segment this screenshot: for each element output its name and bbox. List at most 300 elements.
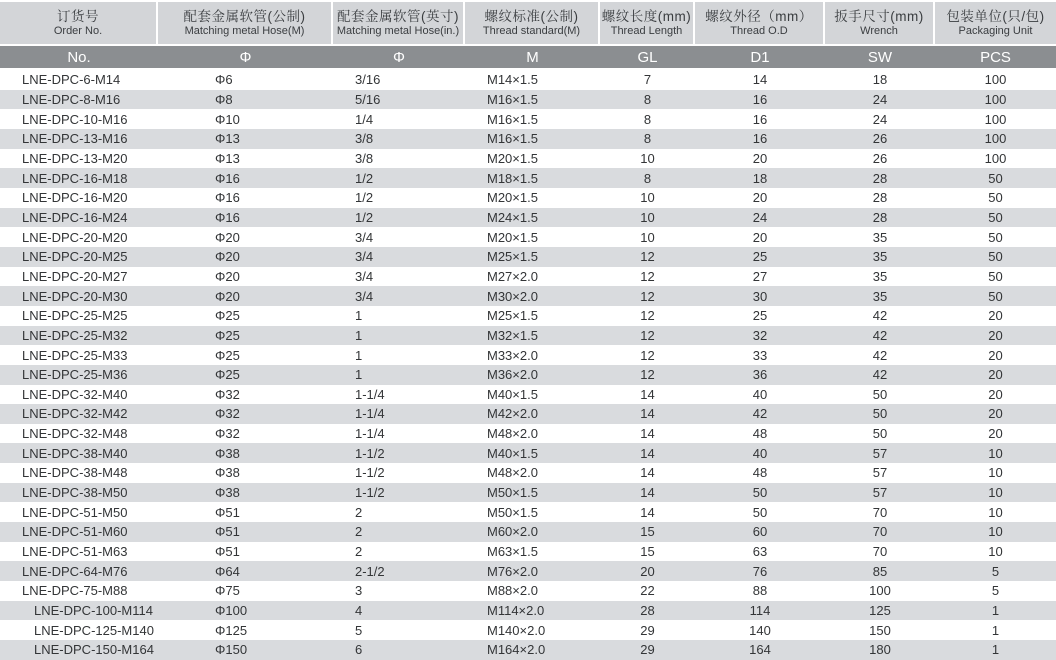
order-no-cell: LNE-DPC-25-M25: [22, 308, 128, 324]
order-no-cell: LNE-DPC-25-M36: [22, 367, 128, 383]
value-cell: Φ20: [215, 249, 240, 265]
value-cell: 14: [640, 426, 655, 442]
value-cell: 5: [355, 622, 363, 638]
value-cell: Φ38: [215, 485, 240, 501]
value-cell: 28: [640, 603, 655, 619]
order-no-cell: LNE-DPC-150-M164: [34, 642, 154, 658]
column-header-zh: 扳手尺寸(mm): [834, 9, 924, 24]
value-cell: M140×2.0: [487, 622, 546, 638]
value-cell: 22: [640, 583, 655, 599]
value-cell: 35: [872, 249, 888, 265]
value-cell: 14: [752, 72, 768, 88]
column-header-1: [158, 0, 333, 46]
value-cell: 16: [752, 91, 768, 107]
value-cell: 50: [988, 170, 1003, 186]
table-row: [0, 227, 1056, 247]
order-no-cell: LNE-DPC-20-M30: [22, 288, 128, 304]
value-cell: 24: [872, 91, 888, 107]
table-row: [0, 385, 1056, 405]
value-cell: 2: [355, 524, 363, 540]
value-cell: 48: [752, 465, 768, 481]
value-cell: M114×2.0: [487, 603, 545, 619]
value-cell: 10: [988, 445, 1003, 461]
value-cell: 114: [749, 603, 771, 619]
column-code-4: GL: [600, 46, 695, 70]
value-cell: 1: [355, 308, 363, 324]
value-cell: 20: [988, 347, 1003, 363]
value-cell: Φ25: [215, 347, 240, 363]
value-cell: 20: [988, 406, 1003, 422]
column-header-6: [825, 0, 935, 46]
value-cell: 14: [640, 386, 655, 402]
value-cell: 57: [872, 445, 888, 461]
column-header-en: Wrench: [860, 25, 898, 37]
order-no-cell: LNE-DPC-20-M20: [22, 229, 128, 245]
value-cell: Φ25: [215, 327, 240, 343]
value-cell: 1: [991, 642, 1000, 658]
table-row: [0, 188, 1056, 208]
value-cell: Φ38: [215, 465, 240, 481]
table-body: [0, 70, 1056, 660]
value-cell: 50: [752, 485, 768, 501]
value-cell: M33×2.0: [487, 347, 538, 363]
table-row: [0, 326, 1056, 346]
value-cell: 2: [355, 504, 363, 520]
value-cell: Φ75: [215, 583, 240, 599]
value-cell: 50: [988, 288, 1003, 304]
value-cell: 2: [355, 544, 363, 560]
column-header-zh: 包装单位(只/包): [946, 9, 1045, 24]
table-row: [0, 365, 1056, 385]
table-row: [0, 522, 1056, 542]
value-cell: 10: [640, 229, 655, 245]
value-cell: M50×1.5: [487, 504, 538, 520]
value-cell: 60: [752, 524, 768, 540]
value-cell: 12: [640, 327, 655, 343]
value-cell: 1-1/4: [355, 406, 385, 422]
column-header-zh: 配套金属软管(英寸): [337, 9, 459, 24]
order-no-cell: LNE-DPC-125-M140: [34, 622, 154, 638]
value-cell: 5: [991, 583, 1000, 599]
value-cell: M16×1.5: [487, 131, 538, 147]
value-cell: 5: [991, 563, 1000, 579]
value-cell: 50: [988, 190, 1003, 206]
value-cell: 40: [752, 386, 768, 402]
table-row: [0, 620, 1056, 640]
value-cell: 42: [872, 367, 888, 383]
value-cell: 32: [752, 327, 768, 343]
value-cell: Φ100: [215, 603, 248, 619]
table-header: [0, 0, 1056, 70]
order-no-cell: LNE-DPC-8-M16: [22, 91, 121, 107]
value-cell: 1/2: [355, 170, 374, 186]
order-no-cell: LNE-DPC-51-M63: [22, 544, 128, 560]
value-cell: 35: [872, 229, 888, 245]
table-row: [0, 561, 1056, 581]
column-header-zh: 螺纹长度(mm): [601, 9, 692, 24]
value-cell: 12: [640, 268, 655, 284]
value-cell: M14×1.5: [487, 72, 538, 88]
value-cell: 1-1/4: [355, 426, 385, 442]
order-no-cell: LNE-DPC-16-M20: [22, 190, 128, 206]
value-cell: M164×2.0: [487, 642, 546, 658]
value-cell: 8: [643, 111, 652, 127]
value-cell: 48: [752, 426, 768, 442]
value-cell: 18: [752, 170, 768, 186]
value-cell: 27: [752, 268, 768, 284]
value-cell: 1/2: [355, 190, 374, 206]
value-cell: Φ16: [215, 209, 240, 225]
order-no-cell: LNE-DPC-51-M60: [22, 524, 128, 540]
value-cell: 28: [872, 209, 888, 225]
column-code-0: No.: [0, 46, 158, 70]
value-cell: 36: [752, 367, 768, 383]
column-header-7: [935, 0, 1056, 46]
value-cell: 26: [872, 131, 888, 147]
value-cell: M36×2.0: [487, 367, 538, 383]
column-header-en: Thread O.D: [730, 25, 788, 37]
value-cell: M60×2.0: [487, 524, 538, 540]
value-cell: 10: [988, 504, 1003, 520]
column-header-5: [695, 0, 825, 46]
order-no-cell: LNE-DPC-6-M14: [22, 72, 121, 88]
value-cell: 28: [872, 170, 888, 186]
column-header-zh: 螺纹标准(公制): [484, 9, 579, 24]
header-row-names: [0, 0, 1056, 46]
table-row: [0, 286, 1056, 306]
value-cell: Φ125: [215, 622, 248, 638]
value-cell: 3/4: [355, 288, 374, 304]
column-header-0: [0, 0, 158, 46]
value-cell: M16×1.5: [487, 111, 538, 127]
value-cell: 12: [640, 347, 655, 363]
value-cell: 70: [872, 504, 888, 520]
value-cell: 8: [643, 131, 652, 147]
column-header-en: Thread standard(M): [482, 25, 581, 37]
value-cell: Φ6: [215, 72, 233, 88]
value-cell: 15: [640, 524, 655, 540]
value-cell: 100: [984, 72, 1007, 88]
value-cell: 50: [872, 406, 888, 422]
column-header-en: Matching metal Hose(M): [184, 25, 305, 37]
order-no-cell: LNE-DPC-20-M27: [22, 268, 128, 284]
order-no-cell: LNE-DPC-20-M25: [22, 249, 128, 265]
order-no-cell: LNE-DPC-75-M88: [22, 583, 128, 599]
column-code-2: Φ: [333, 46, 465, 70]
value-cell: 1: [355, 347, 363, 363]
value-cell: 8: [643, 170, 652, 186]
value-cell: 1: [991, 622, 1000, 638]
value-cell: 63: [752, 544, 768, 560]
column-header-3: [465, 0, 600, 46]
value-cell: 5/16: [355, 91, 381, 107]
value-cell: 2-1/2: [355, 563, 385, 579]
value-cell: 76: [752, 563, 768, 579]
table-row: [0, 70, 1056, 90]
column-header-zh: 螺纹外径（mm）: [705, 9, 813, 24]
value-cell: 29: [640, 642, 655, 658]
value-cell: 1-1/2: [355, 485, 385, 501]
table-row: [0, 542, 1056, 562]
value-cell: 10: [640, 190, 655, 206]
value-cell: M27×2.0: [487, 268, 538, 284]
value-cell: 10: [988, 524, 1003, 540]
table-row: [0, 247, 1056, 267]
value-cell: 25: [752, 249, 768, 265]
value-cell: 10: [640, 150, 655, 166]
value-cell: 70: [872, 544, 888, 560]
value-cell: 1-1/2: [355, 465, 385, 481]
value-cell: 70: [872, 524, 888, 540]
value-cell: 3: [355, 583, 363, 599]
column-header-4: [600, 0, 695, 46]
order-no-cell: LNE-DPC-10-M16: [22, 111, 128, 127]
column-header-zh: 订货号: [57, 9, 99, 24]
value-cell: M30×2.0: [487, 288, 538, 304]
value-cell: 50: [988, 249, 1003, 265]
value-cell: Φ8: [215, 91, 233, 107]
value-cell: 3/4: [355, 268, 374, 284]
value-cell: 88: [752, 583, 768, 599]
value-cell: 15: [640, 544, 655, 560]
value-cell: 12: [640, 288, 655, 304]
value-cell: 1: [991, 603, 1000, 619]
value-cell: 1-1/2: [355, 445, 385, 461]
value-cell: 26: [872, 150, 888, 166]
order-no-cell: LNE-DPC-38-M40: [22, 445, 128, 461]
value-cell: 12: [640, 308, 655, 324]
value-cell: 29: [640, 622, 655, 638]
order-no-cell: LNE-DPC-13-M20: [22, 150, 128, 166]
column-header-en: Order No.: [53, 25, 103, 37]
order-no-cell: LNE-DPC-32-M40: [22, 386, 128, 402]
table-row: [0, 109, 1056, 129]
value-cell: 1/2: [355, 209, 374, 225]
table-row: [0, 463, 1056, 483]
value-cell: 35: [872, 288, 888, 304]
order-no-cell: LNE-DPC-32-M42: [22, 406, 128, 422]
value-cell: 50: [988, 209, 1003, 225]
value-cell: 3/8: [355, 131, 374, 147]
value-cell: M63×1.5: [487, 544, 538, 560]
value-cell: 8: [643, 91, 652, 107]
value-cell: 42: [872, 347, 888, 363]
value-cell: 14: [640, 406, 655, 422]
column-header-2: [333, 0, 465, 46]
value-cell: Φ16: [215, 170, 240, 186]
value-cell: 1: [355, 367, 363, 383]
table-row: [0, 601, 1056, 621]
value-cell: 40: [752, 445, 768, 461]
table-row: [0, 443, 1056, 463]
value-cell: Φ20: [215, 229, 240, 245]
value-cell: 24: [872, 111, 888, 127]
table-row: [0, 424, 1056, 444]
value-cell: 50: [872, 426, 888, 442]
table-row: [0, 149, 1056, 169]
order-no-cell: LNE-DPC-16-M24: [22, 209, 128, 225]
value-cell: 3/4: [355, 249, 374, 265]
value-cell: 125: [869, 603, 891, 619]
value-cell: 33: [752, 347, 768, 363]
value-cell: M18×1.5: [487, 170, 538, 186]
order-no-cell: LNE-DPC-25-M32: [22, 327, 128, 343]
value-cell: Φ64: [215, 563, 240, 579]
value-cell: Φ16: [215, 190, 240, 206]
order-no-cell: LNE-DPC-13-M16: [22, 131, 128, 147]
value-cell: 20: [988, 308, 1003, 324]
value-cell: 20: [640, 563, 655, 579]
value-cell: 100: [984, 150, 1007, 166]
header-row-codes: [0, 46, 1056, 70]
value-cell: 140: [749, 622, 771, 638]
column-header-en: Packaging Unit: [958, 25, 1033, 37]
value-cell: M20×1.5: [487, 150, 538, 166]
value-cell: 10: [640, 209, 655, 225]
value-cell: 16: [752, 111, 768, 127]
value-cell: 14: [640, 445, 655, 461]
value-cell: 14: [640, 485, 655, 501]
table-row: [0, 168, 1056, 188]
value-cell: 50: [988, 268, 1003, 284]
value-cell: M25×1.5: [487, 249, 538, 265]
value-cell: 20: [988, 386, 1003, 402]
order-no-cell: LNE-DPC-38-M48: [22, 465, 128, 481]
value-cell: M40×1.5: [487, 386, 538, 402]
value-cell: 50: [872, 386, 888, 402]
table-row: [0, 483, 1056, 503]
value-cell: M88×2.0: [487, 583, 538, 599]
value-cell: 7: [643, 72, 652, 88]
value-cell: 20: [988, 367, 1003, 383]
value-cell: M24×1.5: [487, 209, 538, 225]
order-no-cell: LNE-DPC-64-M76: [22, 563, 128, 579]
value-cell: M16×1.5: [487, 91, 538, 107]
value-cell: M40×1.5: [487, 445, 538, 461]
value-cell: M50×1.5: [487, 485, 538, 501]
value-cell: Φ32: [215, 406, 240, 422]
value-cell: 20: [988, 327, 1003, 343]
order-no-cell: LNE-DPC-32-M48: [22, 426, 128, 442]
value-cell: M20×1.5: [487, 190, 538, 206]
value-cell: 14: [640, 465, 655, 481]
value-cell: 20: [752, 190, 768, 206]
value-cell: 18: [872, 72, 888, 88]
value-cell: Φ10: [215, 111, 240, 127]
value-cell: 50: [752, 504, 768, 520]
value-cell: 180: [869, 642, 891, 658]
value-cell: Φ38: [215, 445, 240, 461]
value-cell: 42: [752, 406, 768, 422]
value-cell: 12: [640, 249, 655, 265]
value-cell: 35: [872, 268, 888, 284]
value-cell: 10: [988, 485, 1003, 501]
table-row: [0, 90, 1056, 110]
order-no-cell: LNE-DPC-100-M114: [34, 603, 153, 619]
value-cell: 150: [869, 622, 891, 638]
value-cell: 57: [872, 485, 888, 501]
value-cell: 85: [872, 563, 888, 579]
table-row: [0, 502, 1056, 522]
value-cell: 10: [988, 465, 1003, 481]
value-cell: 3/4: [355, 229, 374, 245]
value-cell: 100: [984, 91, 1007, 107]
value-cell: Φ32: [215, 426, 240, 442]
value-cell: 1/4: [355, 111, 374, 127]
value-cell: Φ150: [215, 642, 248, 658]
value-cell: M25×1.5: [487, 308, 538, 324]
value-cell: M48×2.0: [487, 426, 538, 442]
value-cell: Φ51: [215, 504, 240, 520]
value-cell: M42×2.0: [487, 406, 538, 422]
value-cell: M48×2.0: [487, 465, 538, 481]
value-cell: 20: [752, 229, 768, 245]
value-cell: 3/16: [355, 72, 381, 88]
table-row: [0, 404, 1056, 424]
value-cell: 1: [355, 327, 363, 343]
value-cell: 24: [752, 209, 768, 225]
value-cell: M32×1.5: [487, 327, 538, 343]
value-cell: 25: [752, 308, 768, 324]
table-row: [0, 306, 1056, 326]
table-row: [0, 581, 1056, 601]
table-row: [0, 267, 1056, 287]
value-cell: Φ32: [215, 386, 240, 402]
order-no-cell: LNE-DPC-38-M50: [22, 485, 128, 501]
value-cell: 14: [640, 504, 655, 520]
value-cell: 50: [988, 229, 1003, 245]
value-cell: M76×2.0: [487, 563, 538, 579]
value-cell: 20: [988, 426, 1003, 442]
value-cell: 1-1/4: [355, 386, 385, 402]
value-cell: 20: [752, 150, 768, 166]
order-no-cell: LNE-DPC-25-M33: [22, 347, 128, 363]
order-no-cell: LNE-DPC-16-M18: [22, 170, 128, 186]
value-cell: 3/8: [355, 150, 374, 166]
value-cell: 4: [355, 603, 363, 619]
value-cell: Φ13: [215, 150, 240, 166]
value-cell: 42: [872, 327, 888, 343]
value-cell: Φ20: [215, 288, 240, 304]
value-cell: 57: [872, 465, 888, 481]
value-cell: Φ51: [215, 544, 240, 560]
table-row: [0, 129, 1056, 149]
value-cell: 100: [984, 131, 1007, 147]
value-cell: 42: [872, 308, 888, 324]
column-header-en: Thread Length: [610, 25, 683, 37]
value-cell: Φ51: [215, 524, 240, 540]
value-cell: 100: [869, 583, 891, 599]
value-cell: 28: [872, 190, 888, 206]
value-cell: 12: [640, 367, 655, 383]
value-cell: 16: [752, 131, 768, 147]
column-code-7: PCS: [935, 46, 1056, 70]
column-header-zh: 配套金属软管(公制): [183, 9, 306, 24]
column-code-3: M: [465, 46, 600, 70]
table-row: [0, 640, 1056, 660]
value-cell: Φ13: [215, 131, 240, 147]
value-cell: 6: [355, 642, 363, 658]
value-cell: 100: [984, 111, 1007, 127]
column-code-5: D1: [695, 46, 825, 70]
value-cell: Φ25: [215, 308, 240, 324]
value-cell: Φ25: [215, 367, 240, 383]
table-row: [0, 208, 1056, 228]
column-code-1: Φ: [158, 46, 333, 70]
value-cell: 10: [988, 544, 1003, 560]
order-no-cell: LNE-DPC-51-M50: [22, 504, 128, 520]
column-header-en: Matching metal Hose(in.): [336, 25, 460, 37]
